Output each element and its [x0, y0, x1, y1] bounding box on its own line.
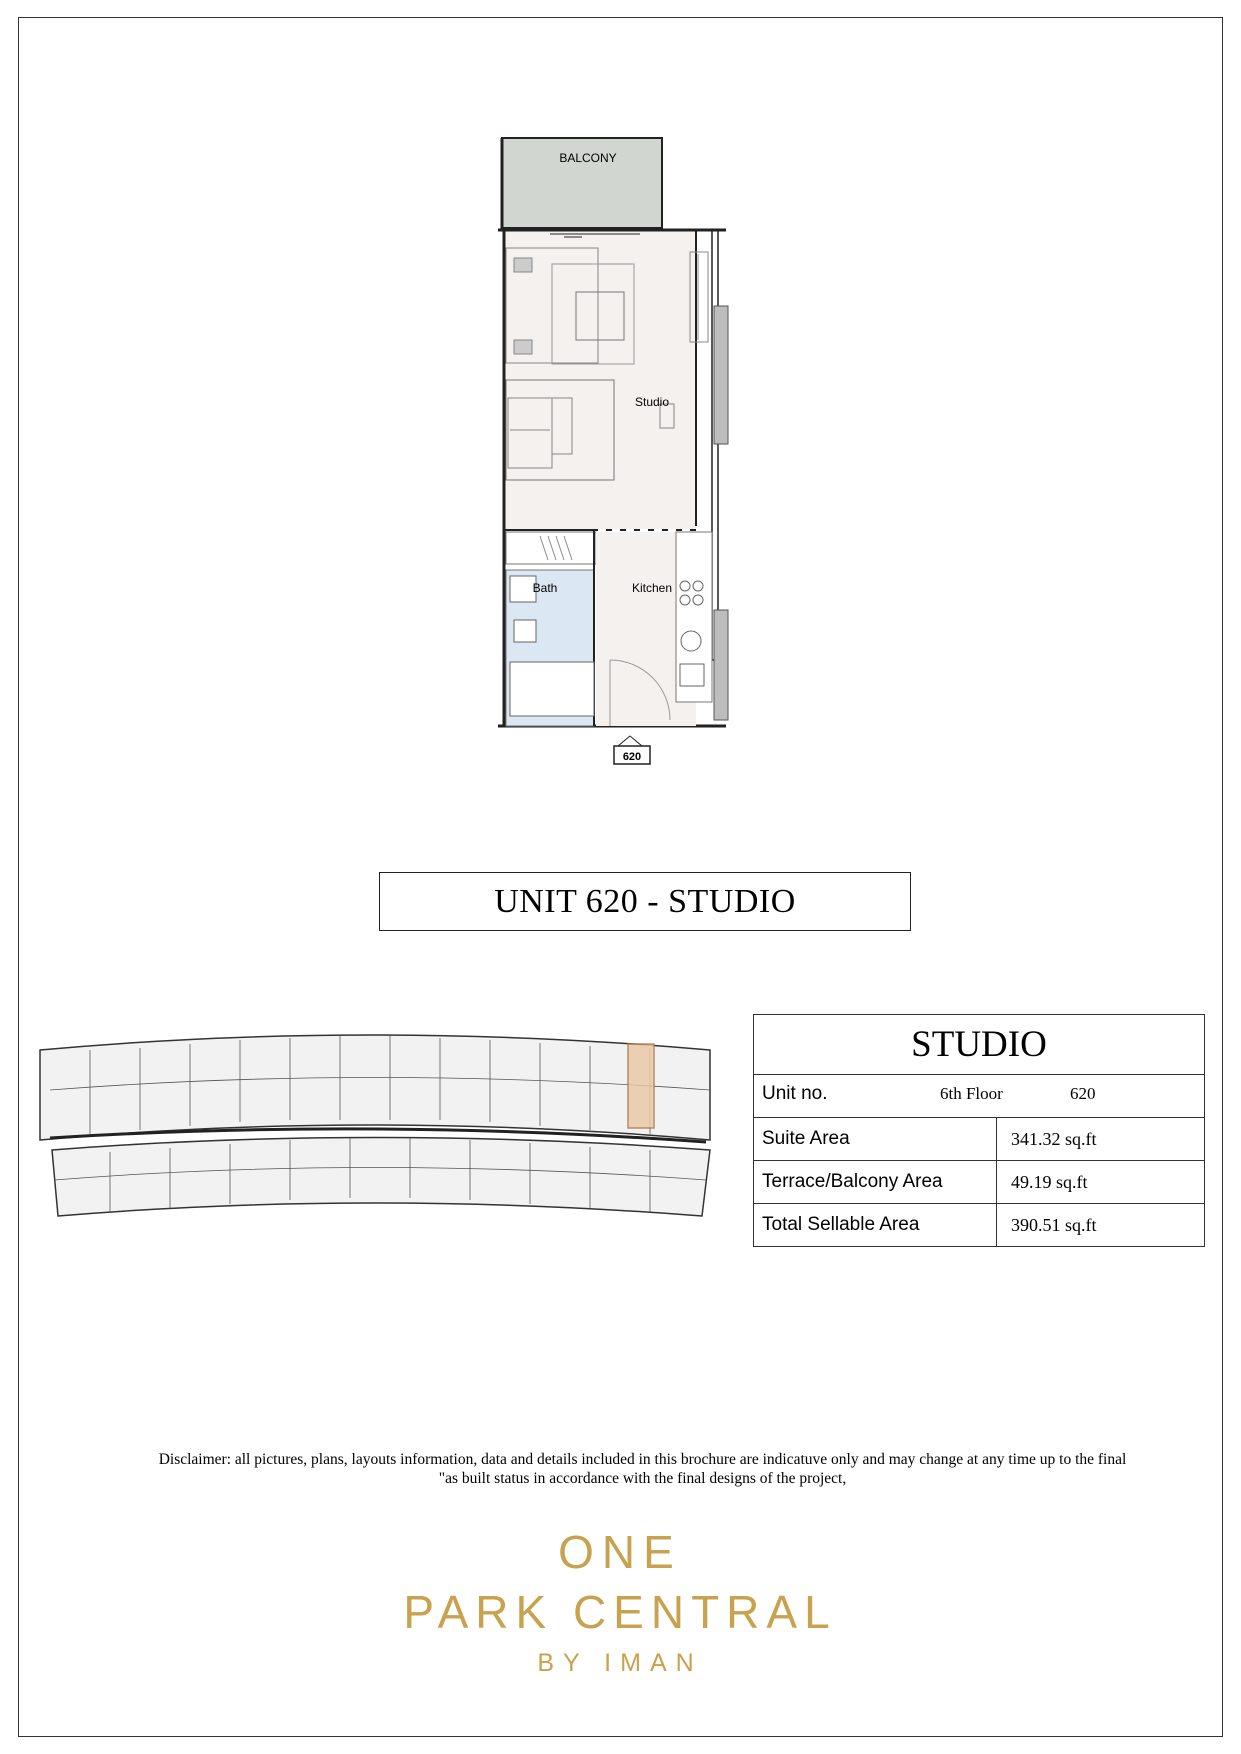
table-row: Total Sellable Area 390.51 sq.ft	[754, 1204, 1205, 1247]
floor-value: 6th Floor	[940, 1084, 1003, 1103]
studio-label: Studio	[634, 395, 670, 409]
unit-title: UNIT 620 - STUDIO	[379, 872, 911, 931]
wardrobe	[506, 532, 596, 564]
unit-no-label: Unit no.	[762, 1083, 828, 1104]
building-outline-top	[40, 1035, 710, 1140]
unit-no-value: 620	[1070, 1084, 1096, 1103]
logo-line-one: ONE	[558, 1526, 682, 1578]
bath-label: Bath	[532, 581, 558, 595]
logo-line-park-central: PARK CENTRAL	[403, 1586, 837, 1638]
area-table-heading: STUDIO	[754, 1015, 1205, 1075]
kitchen-label: Kitchen	[631, 581, 673, 595]
building-outline-bottom	[52, 1138, 710, 1217]
balcony-label: BALCONY	[559, 151, 617, 165]
area-table	[753, 1014, 1205, 1247]
unit-no-row	[754, 1075, 1205, 1118]
exterior-wall	[714, 306, 728, 444]
table-row: Suite Area 341.32 sq.ft	[754, 1118, 1205, 1161]
disclaimer	[40, 1450, 1241, 1488]
brand-logo	[340, 1525, 900, 1678]
unit-floor-plan	[490, 130, 730, 770]
svg-text:620: 620	[622, 751, 642, 763]
disclaimer-line-1: Disclaimer: all pictures, plans, layouts information, data and details included in this brochure are indicatuve only and may change at any time up to the final	[158, 1451, 1127, 1468]
logo-line-by-iman: BY IMAN	[537, 1649, 703, 1677]
disclaimer-line-2: "as built status in accordance with the final designs of the project,	[438, 1470, 847, 1487]
table-row: Terrace/Balcony Area 49.19 sq.ft	[754, 1161, 1205, 1204]
floor-key-plan	[30, 1030, 725, 1220]
unit-620-highlight	[628, 1044, 654, 1128]
